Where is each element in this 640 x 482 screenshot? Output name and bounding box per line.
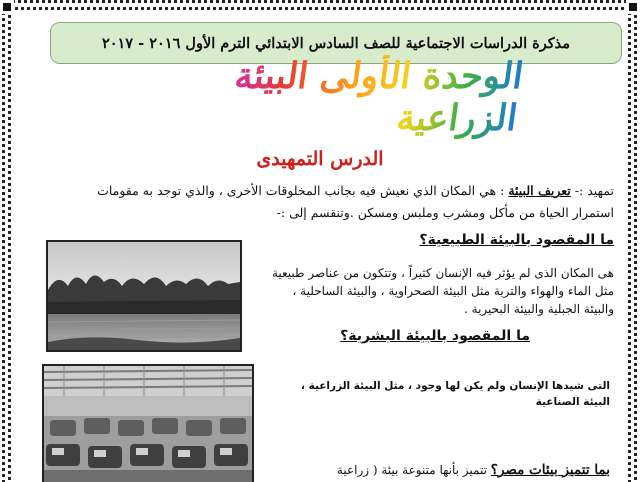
human-definition: التى شيدها الإنسان ولم يكن لها وجود ، مثل البيئة الزراعية ، البيئة الصناعية <box>300 380 610 408</box>
lesson-title: الدرس التمهيدى <box>256 148 384 170</box>
intro-text-2: استمرار الحياة من مأكل ومشرب وملبس ومسكن .وتنقسم إلى :- <box>276 205 614 220</box>
natural-definition: هى المكان الذى لم يؤثر فيه الإنسان كثيراً ، وتتكون من عناصر طبيعية مثل الماء والهواء والتربة مثل البيئة الصحراوية ، والبيئة الساحلية ، والبيئة الجبلية والبيئة البحيرية . <box>271 266 614 316</box>
intro-paragraph <box>24 180 614 224</box>
factory-photo-image <box>44 366 252 482</box>
question-natural-text: ما المقصود بالبيئة الطبيعية؟ <box>419 232 614 248</box>
header-title: مذكرة الدراسات الاجتماعية للصف السادس الابتدائي الترم الأول ٢٠١٦ - ٢٠١٧ <box>101 34 571 52</box>
unit-title-text: الوحدة الأولى البيئة الزراعية <box>114 55 526 139</box>
egypt-definition: تتميز بأنها متنوعة بيئة ( زراعية <box>336 463 487 477</box>
question-egypt-text: بما تتميز بيئات مصر؟ <box>490 462 610 478</box>
question-human <box>270 328 530 344</box>
intro-line-1 <box>24 180 614 202</box>
page-border-left <box>0 0 14 482</box>
factory-photo <box>42 364 254 482</box>
border-corner <box>626 0 640 14</box>
question-human-text: ما المقصود بالبيئة البشرية؟ <box>340 328 530 344</box>
question-natural <box>314 232 614 248</box>
border-corner <box>0 0 14 14</box>
page-border-right <box>626 0 640 482</box>
unit-wordart-title <box>120 55 526 139</box>
landscape-photo-image <box>48 242 240 350</box>
egypt-environments <box>250 460 610 480</box>
intro-term: تعريف البيئة <box>508 183 571 198</box>
intro-lead: تمهيد :- <box>574 183 614 198</box>
landscape-photo <box>46 240 242 352</box>
page-border-top <box>0 0 640 16</box>
intro-text-1: : هي المكان الذي نعيش فيه بجانب المخلوقات الأخرى ، والذي توجد به مقومات <box>97 183 505 198</box>
